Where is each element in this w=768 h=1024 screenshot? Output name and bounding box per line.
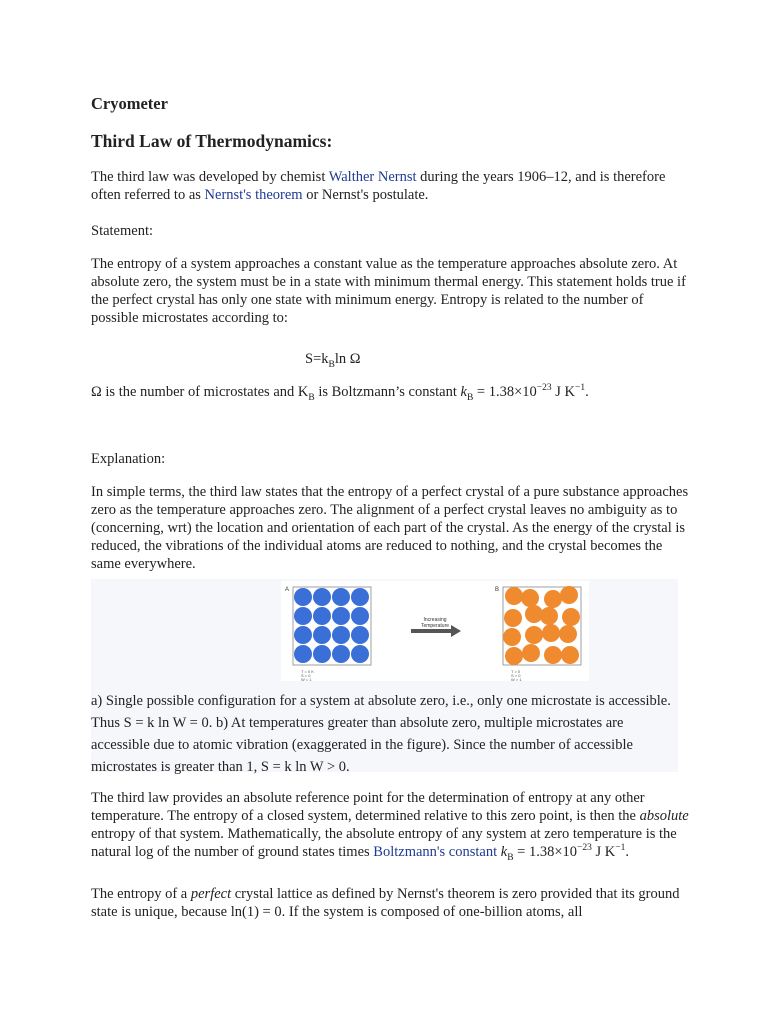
- atom-a: [313, 588, 331, 606]
- atom-a: [294, 626, 312, 644]
- atom-b: [505, 647, 523, 665]
- atom-a: [294, 607, 312, 625]
- arrow-text-line1: Increasing: [423, 617, 447, 623]
- lattice-b-t: T > 0: [511, 669, 521, 674]
- intro-paragraph: The third law was developed by chemist Walther Nernst during the years 1906–12, and is therefore often referred to as Nernst's theorem or Nernst's postulate.: [91, 169, 666, 203]
- entropy-equation: $S=k_B\ln$ Ω: [305, 351, 361, 370]
- statement-paragraph: The entropy of a system approaches a constant value as the temperature approaches absolute zero. At absolute zero, the system must be in a state with minimum thermal energy. This statement holds true if the perfect crystal has only one state with minimum energy. Entropy is related to the number of possible microstates according to:: [91, 256, 686, 326]
- atom-a: [351, 588, 369, 606]
- lattice-b-w: W > 1: [511, 677, 522, 681]
- lattice-a-w: W = 1: [301, 677, 312, 681]
- figure-label-b: B: [495, 587, 500, 593]
- statement-label: Statement:: [91, 223, 154, 239]
- atom-b: [505, 587, 523, 605]
- nernst-theorem-link[interactable]: Nernst's theorem: [204, 187, 303, 203]
- atom-a: [351, 626, 369, 644]
- atom-b: [559, 625, 577, 643]
- atom-b: [562, 608, 580, 626]
- atom-a: [351, 645, 369, 663]
- figure-label-a: A: [285, 587, 290, 593]
- atom-b: [540, 607, 558, 625]
- crystal-diagram: [281, 581, 589, 681]
- atom-a: [351, 607, 369, 625]
- atom-a: [332, 645, 350, 663]
- atom-b: [544, 646, 562, 664]
- atom-b: [522, 644, 540, 662]
- explanation-paragraph: In simple terms, the third law states that the entropy of a perfect crystal of a pure substance approaches zero as the temperature approaches zero. The alignment of a perfect crystal leaves no ambiguity as to (concerning, wrt) the location and orientation of each part of the crystal. As the energy of the crystal is reduced, the vibrations of the individual atoms are reduced to nothing, and the crystal becomes the same everywhere.: [91, 484, 689, 572]
- atom-b: [525, 626, 543, 644]
- boltzmann-constant-link[interactable]: Boltzmann's constant: [373, 844, 498, 860]
- figure-caption: a) Single possible configuration for a system at absolute zero, i.e., only one microstate is accessible. Thus S = k ln W = 0. b) At temperatures greater than absolute zero, multiple microstates are accessible due to atomic vibration (exaggerated in the figure). Since the number of accessible microstates is greater than 1, S = k ln W > 0.: [91, 693, 671, 775]
- atom-b: [504, 609, 522, 627]
- lattice-a-t: T = 0 K: [301, 669, 314, 674]
- lattice-b-s: S > 0: [511, 673, 521, 678]
- atom-a: [313, 626, 331, 644]
- atom-a: [313, 645, 331, 663]
- atom-b: [503, 628, 521, 646]
- boltzmann-paragraph: Ω is the number of microstates and $K_B$ is Boltzmann’s constant $k_B = 1.38\times 10^{-23}$ J $K^{-1}$.: [91, 383, 589, 403]
- atom-a: [294, 588, 312, 606]
- atom-b: [560, 586, 578, 604]
- atom-a: [332, 588, 350, 606]
- atom-b: [544, 590, 562, 608]
- absolute-entropy-paragraph: The third law provides an absolute reference point for the determination of entropy at any other temperature. The entropy of a closed system, determined relative to this zero point, is then the absolute entropy of that system. Mathematically, the absolute entropy of any system at zero temperature is the natural log of the number of ground states times Boltzmann's constant $k_B = 1.38\times 10^{-23}$ J $K^{-1}$.: [91, 790, 689, 863]
- section-heading: Third Law of Thermodynamics:: [91, 131, 333, 151]
- atom-a: [332, 626, 350, 644]
- perfect-crystal-paragraph: The entropy of a perfect crystal lattice as defined by Nernst's theorem is zero provided that its ground state is unique, because ln(1) = 0. If the system is composed of one-billion atoms, all: [91, 886, 680, 920]
- lattice-a-s: S = 0: [301, 673, 311, 678]
- atom-b: [521, 589, 539, 607]
- atom-b: [542, 624, 560, 642]
- document-title: Cryometer: [91, 94, 168, 113]
- atom-a: [294, 645, 312, 663]
- arrow-text-line2: Temperature: [420, 623, 450, 629]
- atom-a: [313, 607, 331, 625]
- explanation-label: Explanation:: [91, 451, 166, 467]
- atom-a: [332, 607, 350, 625]
- walther-nernst-link[interactable]: Walther Nernst: [328, 169, 417, 185]
- atom-b: [561, 646, 579, 664]
